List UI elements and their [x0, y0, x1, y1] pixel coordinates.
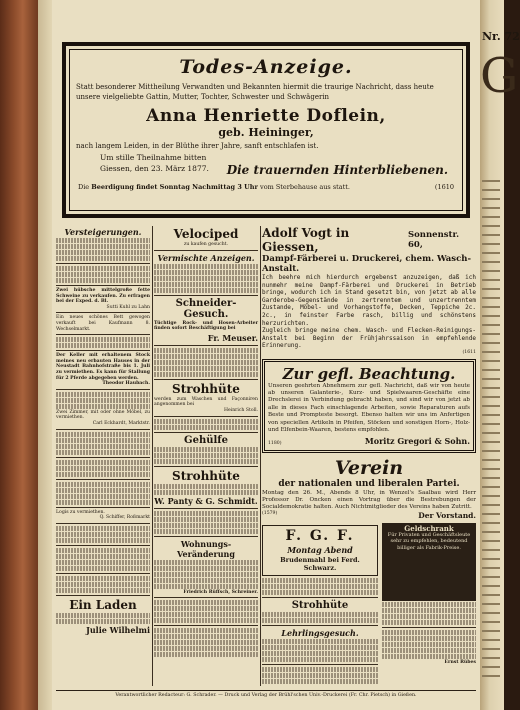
funeral-post: vom Sterbehause aus statt.: [260, 183, 350, 191]
death-notice-number: (1610: [434, 183, 454, 191]
rooms-ad: Zwei Zimmer, mit oder ohne Möbel, zu vermiethen.: [56, 409, 150, 421]
misc-ads-heading: Vermischte Anzeigen.: [157, 252, 255, 263]
straw-hats-2-sign: W. Panty & G. Schmidt.: [154, 495, 258, 506]
verein-body: Montag den 26. M., Abends 8 Uhr, in Wenzel's Saalbau wird Herr Professor Dr. Oncken einen Vortrag über die Bestrebungen der Socialdemokratie halten. Auch Nichtmitglieder des Vereins haben Zutritt.: [262, 489, 476, 510]
funeral-time: Beerdigung findet Sonntag Nachmittag 3 Uhr: [91, 183, 258, 191]
safe-ad-body: Für Privaten und Geschäftsleute sehr zu empfehlen, bedeutend billiger als Fabrik-Preise.: [387, 532, 471, 551]
death-notice-mourners: Die trauernden Hinterbliebenen.: [226, 163, 448, 177]
page-gutter: [38, 0, 52, 710]
funeral-line: [70, 183, 462, 191]
attention-ad-number: 1180): [268, 441, 282, 447]
imprint-footer: Verantwortlicher Redacteur: G. Schrader. — Druck und Verlag der Brühl'schen Univ.-Druckerei (Fr. Chr. Pietsch) in Gießen.: [56, 690, 476, 698]
vogt-ad-title: Adolf Vogt in Giessen,: [262, 226, 350, 254]
shop-ad-sign: Julie Wilhelmi: [86, 624, 150, 635]
vogt-ad-number: (1611: [462, 349, 476, 355]
straw-hats-heading: Strohhüte: [172, 381, 240, 396]
shop-ad-heading: Ein Laden: [69, 597, 137, 612]
death-notice-body: nach langem Leiden, in der Blüthe ihrer Jahre, sanft entschlafen ist.: [76, 142, 319, 150]
fgf-sub-2: Brudenmahl bei Ferd. Schwarz.: [280, 555, 360, 572]
verein-title: Verein: [334, 456, 404, 479]
pig-sale-ad: Zwei hübsche mittelgroße fette Schweine zu verkaufen. Zu erfragen bei der Exped. d. Bl.: [56, 288, 150, 305]
move-heading: Wohnungs-Veränderung: [177, 538, 235, 559]
bottom-ads-row: [262, 523, 476, 685]
vogt-ad-address: Sonnenstr. 60,: [408, 230, 460, 250]
bed-sale-ad: Ein neues schönes Bett gewogen verkauft bei Kaufmann 8. Wechselmarkt.: [56, 315, 150, 332]
newspaper-page: [52, 0, 480, 710]
safe-ad-heading: Geldschrank: [404, 523, 454, 533]
death-notice-place-date: Giessen, den 23. März 1877.: [100, 164, 209, 173]
verein-number: (1579): [262, 510, 278, 516]
vogt-ad-subtitle: Dampf-Färberei u. Druckerei, chem. Wasch-Anstalt.: [262, 254, 471, 274]
column-3: [262, 226, 476, 685]
next-page-edge: [480, 0, 520, 710]
column-rule-2: [260, 226, 261, 686]
book-spine: [0, 0, 38, 710]
straw-hats-body: werden zum Waschen und Façonniren angenommen bei: [154, 396, 258, 408]
deceased-maiden-name: geb. Heininger,: [218, 126, 314, 139]
logis-ad: Logis zu vermiethen.: [56, 509, 105, 515]
velocipede-heading: Velociped: [173, 227, 239, 241]
attention-ad-sign: Moritz Gregori & Sohn.: [364, 436, 470, 447]
apprentice-sign: Ernst Rübes: [444, 659, 476, 665]
verein-ad: [262, 457, 476, 520]
tailor-wanted-heading: Schneider-Gesuch.: [175, 297, 237, 320]
column-rule-1: [152, 226, 153, 686]
auctions-heading: Versteigerungen.: [64, 227, 142, 237]
verein-subtitle: der nationalen und liberalen Partei.: [278, 478, 460, 489]
column-2: [154, 226, 258, 658]
rooms-sign: Carl Eckhardt, Marktstr.: [92, 420, 150, 426]
death-notice: [62, 42, 470, 218]
tailor-wanted-sign: Fr. Meuser.: [207, 332, 258, 343]
pig-sale-sign: Sutti Kuhl zu Lahn: [106, 304, 150, 310]
attention-ad: [262, 359, 476, 453]
vogt-ad-body-2: Zugleich bringe meine chem. Wasch- und Flecken-Reinigungs-Anstalt bei Beginn der Frühjahrssaison in empfehlende Erinnerung.: [262, 327, 476, 350]
apprentice-heading: Lehrlingsgesuch.: [281, 627, 359, 638]
death-notice-title: Todes-Anzeige.: [179, 56, 353, 78]
safe-ad: [382, 523, 476, 601]
attention-ad-body: Unseren geehrten Abnehmern zur gefl. Nachricht, daß wir von heute ab unseren Galanterie-, Kurz- und Spielwaaren-Geschäfte eine Drechslerei in Verbindung gebracht haben, und sind wir von jetzt ab alle in dieses Fach einschlagende Arbeiten, sowie Reparaturen aufs Beste und Prompteste besorgt. Ebenso halten wir uns im Anfertigen von speciellen Artikeln in Pfeifen, Stöcken und sonstigen Horn-, Holz- und Elfenbein-Waaren, bestens empfohlen.: [268, 382, 470, 433]
cellar-rent-sign: Theodor Haubach.: [102, 381, 150, 387]
next-page-masthead-letter: G: [480, 48, 519, 104]
next-page-number: Nr. 72: [482, 30, 520, 43]
death-notice-request: Um stille Theilnahme bitten: [100, 153, 207, 162]
fgf-ad: [262, 525, 378, 576]
straw-hats-2-heading: Strohhüte: [172, 468, 240, 483]
move-sign: Friedrich Rüffsch, Schreiner.: [183, 589, 258, 595]
verein-sign: Der Vorstand.: [418, 510, 476, 520]
funeral-pre: Die: [78, 183, 90, 191]
attention-ad-title: Zur gefl. Beachtung.: [282, 364, 456, 383]
deceased-name: Anna Henriette Doflein,: [146, 106, 386, 126]
death-notice-intro: Statt besonderer Mittheilung Verwandten und Bekannten hiermit die traurige Nachricht, dass heute unsere vielgeliebte Gattin, Mutter, Tochter, Schwester und Schwägerin: [76, 83, 434, 101]
logis-sign: Q. Schiffer, Roßmarkt: [99, 515, 150, 521]
column-1: [56, 226, 150, 636]
straw-hats-sign: Heinrich Stoll.: [224, 407, 258, 413]
cellar-rent-ad: Der Keller mit erhaltenem Stock meines neu erbauten Hauses in der Neustadt Bahnhofstraße bis 1. Juli zu vermiethen. Es kann für Stallung für 2 Pferde abgegeben werden.: [56, 353, 150, 381]
tailor-wanted-body: Tüchtige Rock- und Hosen-Arbeiter finden sofort Beschäftigung bei: [154, 320, 258, 332]
assistant-heading: Gehülfe: [184, 434, 228, 446]
vogt-ad-body: Ich beehre mich hierdurch ergebenst anzuzeigen, daß ich nunmehr meine Dampf-Färberei und Druckerei in Betrieb bringe, wodurch ich in Stand gesetzt bin, von jetzt ab alle Garderobe-Gegenstände in zertrenntem und unzertrenntem Zustande, Möbel- und Vorhangstoffe, Decken, Teppiche 2c. 2c., in feinster Farbe rasch, billig und schönstens herzurichten.: [262, 274, 476, 327]
fgf-title: F. G. F.: [285, 527, 355, 544]
fgf-sub: Montag Abend: [287, 544, 353, 555]
straw-hats-3-heading: Strohhüte: [291, 599, 349, 611]
velocipede-sub: zu kaufen gesucht.: [184, 242, 228, 247]
